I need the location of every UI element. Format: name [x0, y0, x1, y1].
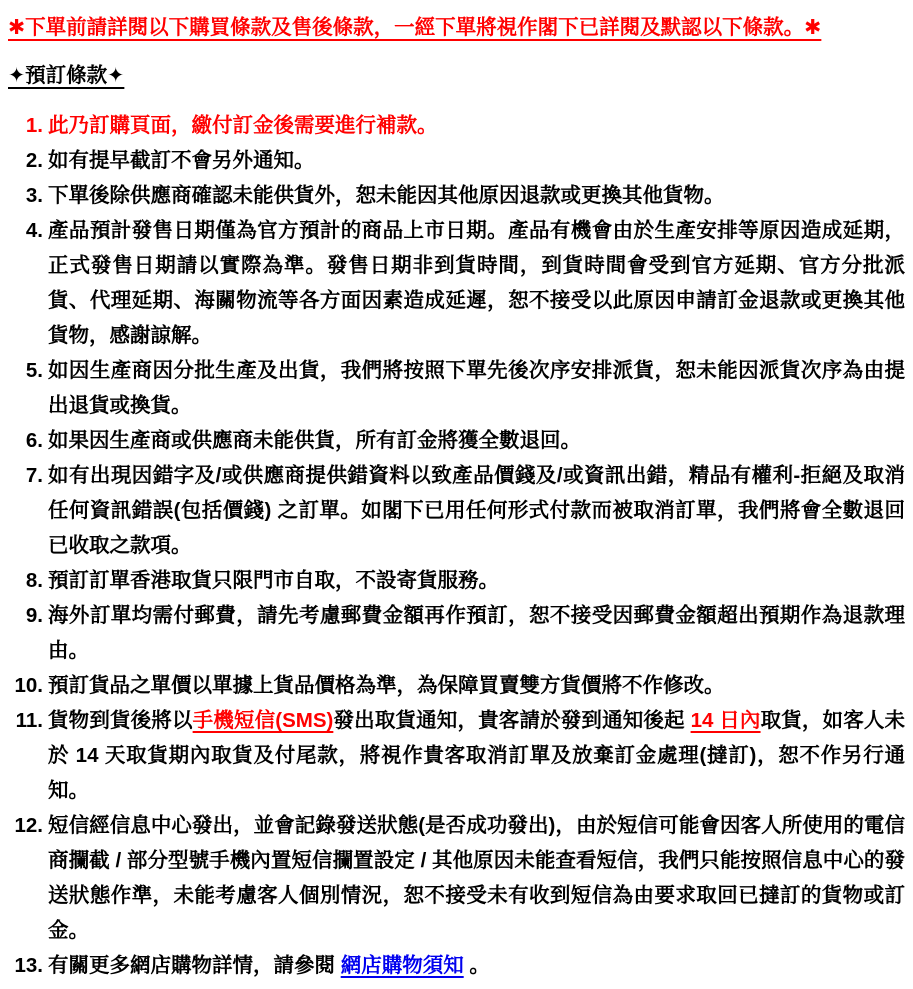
term-item	[8, 423, 905, 458]
term-segment: 此乃訂購頁面，繳付訂金後需要進行補款。	[48, 114, 438, 137]
term-text	[48, 569, 499, 592]
term-number: 8.	[25, 569, 43, 592]
term-item	[8, 668, 905, 703]
term-item	[8, 178, 905, 213]
term-number: 2.	[25, 149, 43, 172]
term-item	[8, 143, 905, 178]
term-number: 10.	[14, 674, 43, 697]
term-item	[8, 353, 905, 423]
term-segment: 預訂貨品之單價以單據上貨品價格為準，為保障買賣雙方貨價將不作修改。	[48, 674, 725, 697]
term-text	[48, 429, 581, 452]
terms-list	[8, 108, 905, 983]
term-text	[48, 359, 905, 417]
term-item	[8, 563, 905, 598]
term-text	[48, 814, 905, 942]
term-segment: 預訂訂單香港取貨只限門市自取，不設寄貨服務。	[48, 569, 499, 592]
term-text	[48, 604, 905, 662]
term-number: 5.	[25, 359, 43, 382]
highlighted-term-text: 14 日內	[690, 709, 761, 732]
term-segment: 產品預計發售日期僅為官方預計的商品上市日期。產品有機會由於生產安排等原因造成延期，正式發售日期請以實際為準。發售日期非到貨時間，到貨時間會受到官方延期、官方分批派貨、代理延期、海關物流等各方面因素造成延遲，恕不接受以此原因申請訂金退款或更換其他貨物，感謝諒解。	[48, 219, 905, 347]
term-segment: 發出取貨通知，貴客請於發到通知後起	[333, 709, 691, 732]
pre-order-warning-banner: ✱下單前請詳閱以下購買條款及售後條款，一經下單將視作閣下已詳閱及默認以下條款。✱	[8, 16, 822, 39]
term-segment: 貨物到貨後將以	[48, 709, 193, 732]
term-segment: 有關更多網店購物詳情，請參閱	[48, 954, 341, 977]
shopping-guide-link[interactable]: 網店購物須知	[340, 954, 464, 977]
term-number: 13.	[14, 954, 43, 977]
term-text	[48, 674, 725, 697]
term-segment: 下單後除供應商確認未能供貨外，恕未能因其他原因退款或更換其他貨物。	[48, 184, 725, 207]
term-segment: 短信經信息中心發出，並會記錄發送狀態(是否成功發出)，由於短信可能會因客人所使用的電信商攔截 / 部分型號手機內置短信攔置設定 / 其他原因未能查看短信，我們只能按照信息中心的發送狀態作準，未能考慮客人個別情況，恕不接受未有收到短信為由要求取回已撻訂的貨物或訂金。	[48, 814, 905, 942]
term-text	[48, 149, 315, 172]
highlighted-term-text: 手機短信(SMS)	[192, 709, 334, 732]
term-number: 1.	[25, 114, 43, 137]
term-number: 4.	[25, 219, 43, 242]
term-item	[8, 108, 905, 143]
term-text	[48, 114, 438, 137]
term-text	[48, 464, 905, 557]
term-text	[48, 184, 725, 207]
term-number: 12.	[14, 814, 43, 837]
term-item	[8, 213, 905, 353]
term-segment: 海外訂單均需付郵費，請先考慮郵費金額再作預訂，恕不接受因郵費金額超出預期作為退款理由。	[48, 604, 905, 662]
term-segment: 取貨，如客人未於 14 天取貨期內取貨及付尾款，將視作貴客取消訂單及放棄訂金處理(撻訂)，恕不作另行通知。	[48, 709, 906, 802]
term-segment: 。	[463, 954, 490, 977]
term-number: 7.	[25, 464, 43, 487]
term-segment: 如有出現因錯字及/或供應商提供錯資料以致產品價錢及/或資訊出錯，精品有權利-拒絕及取消任何資訊錯誤(包括價錢) 之訂單。如閣下已用任何形式付款而被取消訂單，我們將會全數退回已收取之款項。	[48, 464, 905, 557]
term-segment: 如有提早截訂不會另外通知。	[48, 149, 315, 172]
term-text	[48, 219, 905, 347]
term-segment: 如果因生產商或供應商未能供貨，所有訂金將獲全數退回。	[48, 429, 581, 452]
term-item	[8, 948, 905, 983]
section-title: ✦預訂條款✦	[8, 64, 125, 87]
term-text	[48, 954, 490, 977]
term-item	[8, 458, 905, 563]
term-number: 11.	[15, 709, 43, 732]
term-item	[8, 703, 905, 808]
term-number: 9.	[25, 604, 43, 627]
term-text	[48, 709, 905, 802]
term-item	[8, 808, 905, 948]
term-number: 3.	[25, 184, 43, 207]
term-segment: 如因生產商因分批生產及出貨，我們將按照下單先後次序安排派貨，恕未能因派貨次序為由提出退貨或換貨。	[48, 359, 905, 417]
term-number: 6.	[25, 429, 43, 452]
term-item	[8, 598, 905, 668]
